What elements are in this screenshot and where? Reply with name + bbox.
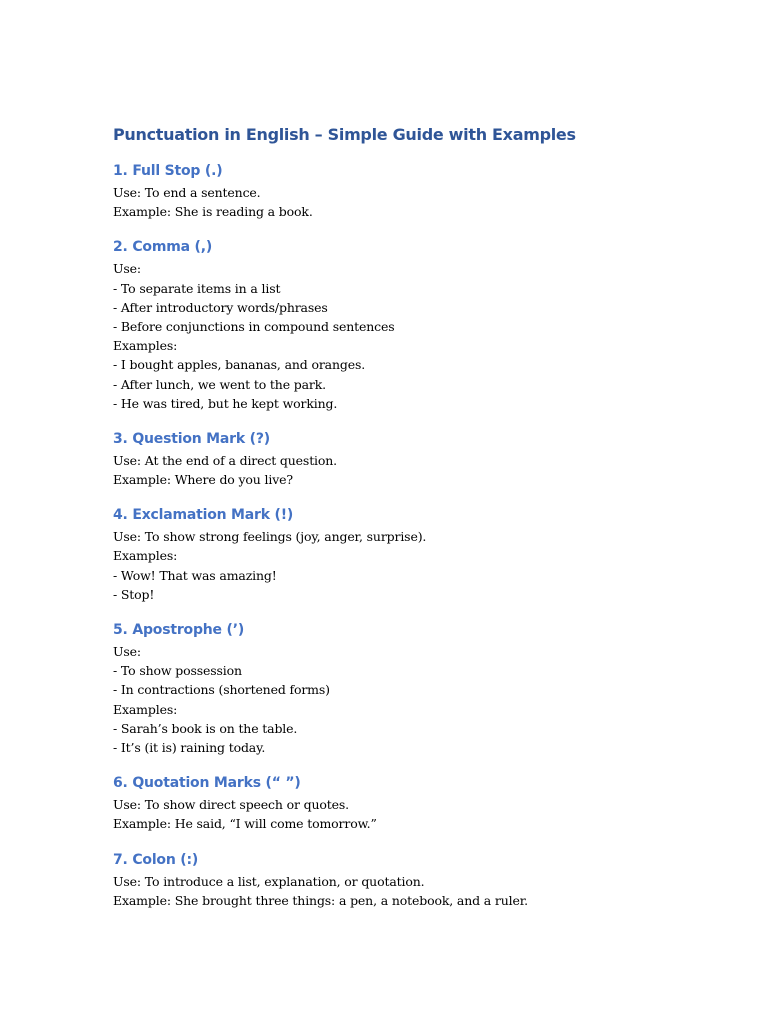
section-heading: 4. Exclamation Mark (!) <box>113 507 294 524</box>
section-text-line: - After lunch, we went to the park. <box>113 376 327 392</box>
section-2 <box>113 237 733 413</box>
section-text-line: Use: <box>113 261 141 277</box>
section-text-line: - He was tired, but he kept working. <box>113 395 338 411</box>
section-text-line: Example: Where do you live? <box>113 472 293 488</box>
section-heading: 2. Comma (,) <box>113 239 213 256</box>
section-text-line: - After introductory words/phrases <box>113 299 328 315</box>
section-text-line: - Before conjunctions in compound sentences <box>113 318 395 334</box>
section-heading: 5. Apostrophe (’) <box>113 622 245 638</box>
section-text-line: - Wow! That was amazing! <box>113 567 277 583</box>
section-text-line: - It’s (it is) raining today. <box>113 739 266 755</box>
section-text-line: - To show possession <box>113 663 242 679</box>
section-7 <box>113 850 733 910</box>
section-text-line: Use: To show strong feelings (joy, anger, surprise). <box>113 529 427 545</box>
section-text-line: Example: She brought three things: a pen, a notebook, and a ruler. <box>113 892 529 908</box>
document-page <box>113 123 733 910</box>
section-text-line: Use: To show direct speech or quotes. <box>113 797 349 813</box>
section-text-line: - In contractions (shortened forms) <box>113 682 330 698</box>
section-text-line: Example: She is reading a book. <box>113 204 313 220</box>
section-text-line: Examples: <box>113 701 178 717</box>
section-heading: 6. Quotation Marks (“ ”) <box>113 775 301 792</box>
section-text-line: Example: He said, “I will come tomorrow.” <box>113 816 377 832</box>
section-text-line: - Stop! <box>113 586 155 602</box>
section-heading: 3. Question Mark (?) <box>113 430 270 447</box>
section-text-line: Examples: <box>113 338 178 354</box>
section-3 <box>113 429 733 489</box>
section-heading: 7. Colon (:) <box>113 851 199 868</box>
section-1 <box>113 161 733 221</box>
sections-container <box>113 161 733 910</box>
section-4 <box>113 505 733 604</box>
section-text-line: Use: To end a sentence. <box>113 185 261 200</box>
section-text-line: - To separate items in a list <box>113 280 281 296</box>
section-6 <box>113 773 733 833</box>
section-text-line: Use: To introduce a list, explanation, or quotation. <box>113 873 425 889</box>
section-text-line: Examples: <box>113 548 178 564</box>
section-text-line: Use: <box>113 644 141 659</box>
document-title: Punctuation in English – Simple Guide with Examples <box>113 125 576 144</box>
section-text-line: - Sarah’s book is on the table. <box>113 720 298 736</box>
section-text-line: - I bought apples, bananas, and oranges. <box>113 357 366 373</box>
section-5 <box>113 620 733 757</box>
section-heading: 1. Full Stop (.) <box>113 163 223 179</box>
section-text-line: Use: At the end of a direct question. <box>113 452 338 468</box>
